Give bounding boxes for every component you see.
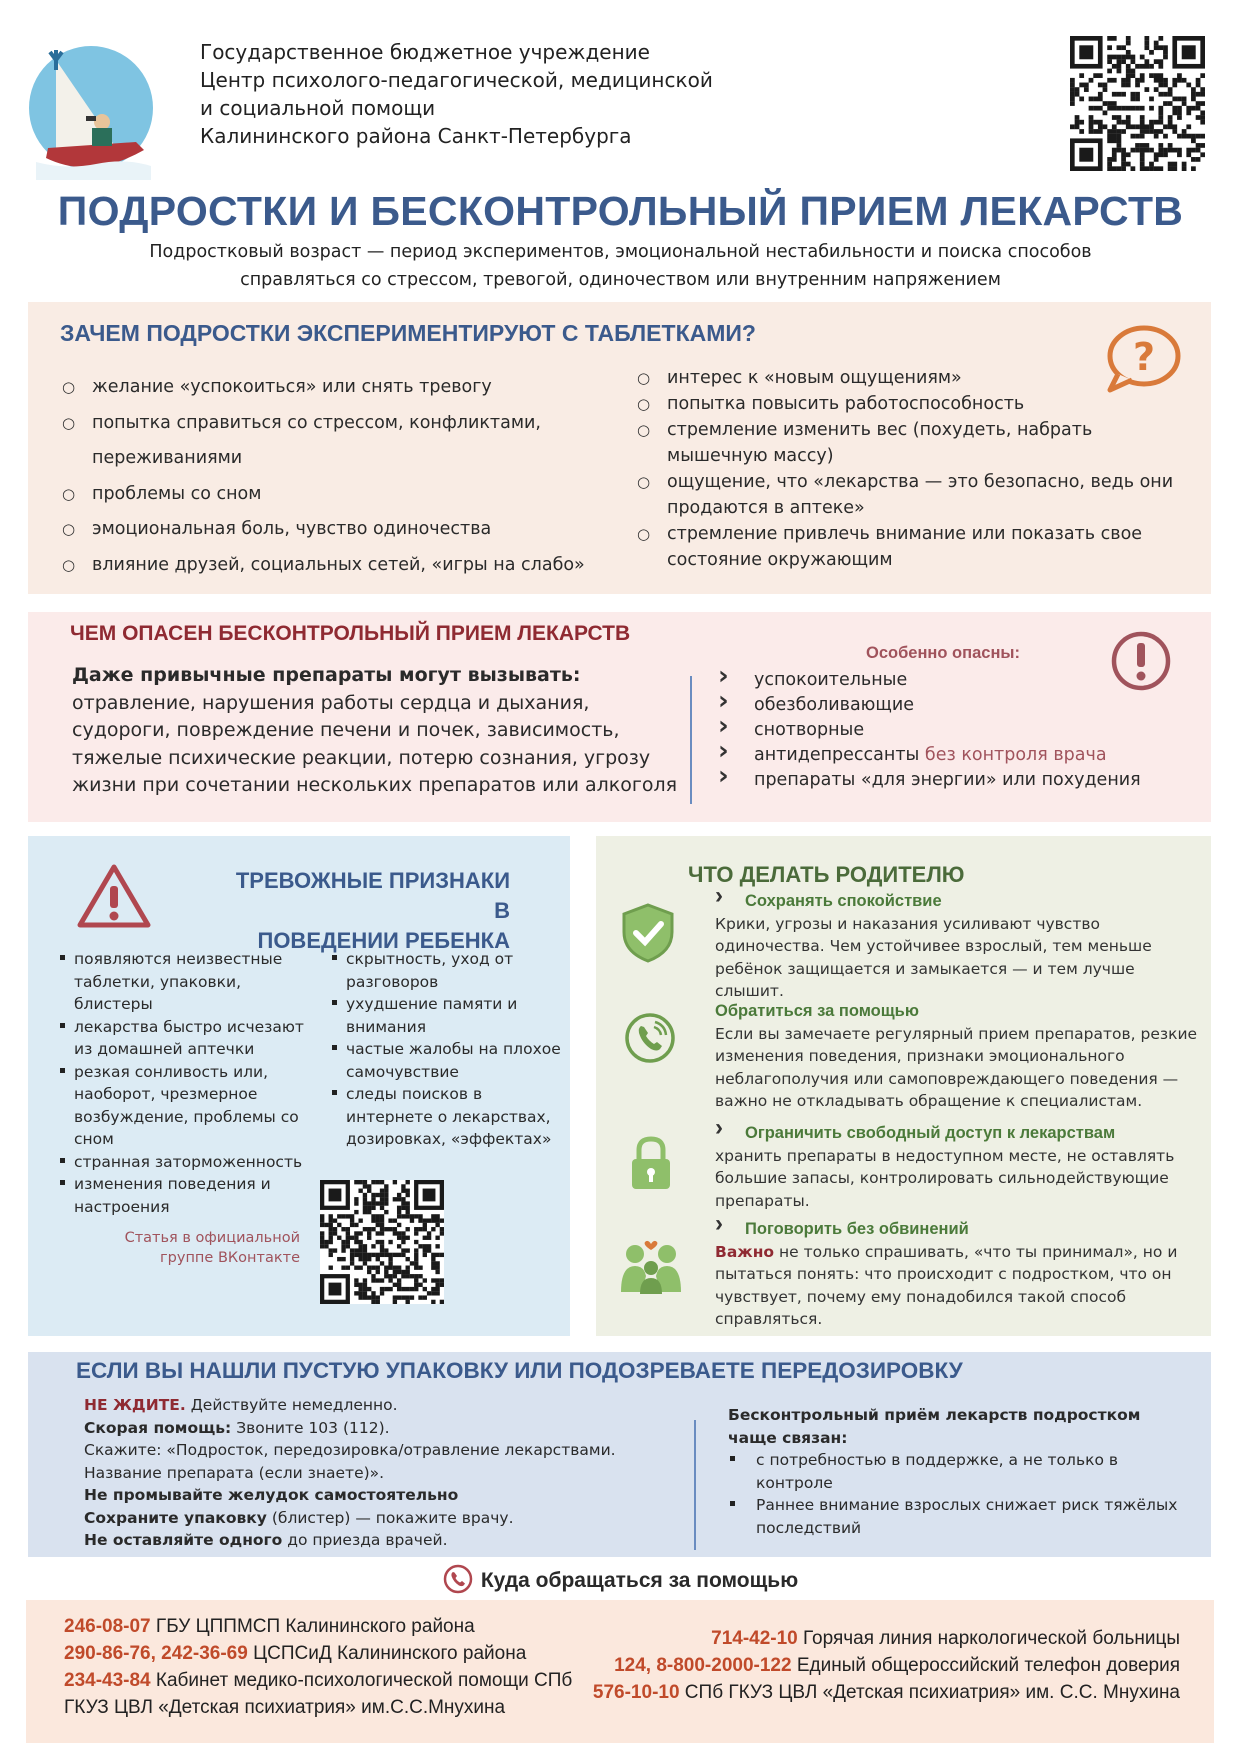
organization-name [200,38,713,150]
line-text: до приезда врачей. [282,1531,448,1549]
help-title [0,1564,1241,1594]
danger-title: ЧЕМ ОПАСЕН БЕСКОНТРОЛЬНЫЙ ПРИЕМ ЛЕКАРСТВ [70,622,631,645]
action-heading: › Ограничить свободный доступ к лекарствам [715,1122,1205,1145]
contact-text: Горячая линия наркологической больницы [797,1628,1180,1649]
phone-number[interactable]: 714-42-10 [711,1628,798,1649]
action-body: Крики, угрозы и наказания усиливают чувство одиночества. Чем устойчивее взрослый, тем меньше ребёнок защищается и замыкается — и тем лучше слышит. [715,914,1152,1000]
subtitle-line: справляться со стрессом, тревогой, одиночеством или внутренним напряжением [240,270,1001,290]
emphasis: Сохраните упаковку [84,1508,267,1527]
list-item: с потребностью в поддержке, а не только в контроле [728,1449,1178,1494]
action-heading: › Сохранять спокойствие [715,890,1205,913]
note-list [728,1449,1178,1539]
list-item: ухудшение памяти и внимания [332,993,562,1038]
emphasis: НЕ ЖДИТЕ. [84,1396,186,1414]
special-list [718,668,1208,793]
phone-number[interactable]: 124, 8-800-2000-122 [614,1655,792,1676]
divider [690,676,692,804]
list-item: ○ эмоциональная боль, чувство одиночества [62,512,622,548]
contact-text: Кабинет медико-психологической помощи СПб [150,1670,573,1691]
list-item: странная заторможенность [60,1151,315,1174]
vk-qr-code[interactable] [320,1180,444,1304]
family-icon [618,1238,684,1296]
caption-line: группе ВКонтакте [160,1250,300,1266]
list-item: ○ попытка справиться со стрессом, конфликтами, переживаниями [62,406,622,477]
signs-title [230,866,510,956]
list-item: › препараты «для энергии» или похудения [718,768,1208,793]
list-item: Раннее внимание взрослых снижает риск тяжёлых последствий [728,1494,1178,1539]
why-list-left [62,370,622,583]
list-item: › снотворные [718,718,1208,743]
org-line: Калининского района Санкт-Петербурга [200,124,632,148]
list-item: ○ ощущение, что «лекарства — это безопасно, ведь они продаются в аптеке» [637,469,1197,521]
page-title: ПОДРОСТКИ И БЕСКОНТРОЛЬНЫЙ ПРИЕМ ЛЕКАРСТВ [57,188,1184,234]
svg-text:?: ? [1132,335,1156,379]
org-line: и социальной помощи [200,96,436,120]
qr-code[interactable] [1070,36,1205,171]
warning-icon [76,862,152,930]
action-calm [715,890,1205,1003]
action-body-text: не только спрашивать, «что ты принимал», но и пытаться понять: что происходит с подростком, что он чувствует, почему ему понадобился такой способ справляться. [715,1242,1178,1328]
emergency-line [84,1417,704,1440]
danger-text [72,662,692,800]
list-item: лекарства быстро исчезают из домашней аптечки [60,1016,315,1061]
subtitle-line: Подростковый возраст — период экспериментов, эмоциональной нестабильности и поиска способов [149,242,1092,262]
list-item: изменения поведения и настроения [60,1173,315,1218]
contact-line [580,1625,1180,1652]
action-heading: › Поговорить без обвинений [715,1218,1205,1241]
danger-lead: Даже привычные препараты могут вызывать: [72,664,581,686]
org-line: Центр психолого-педагогической, медицинской [200,68,713,92]
action-heading: Обратиться за помощью [715,1002,919,1020]
list-item: ○ желание «успокоиться» или снять тревогу [62,370,622,406]
list-item: › обезболивающие [718,693,1208,718]
phone-number[interactable]: 576-10-10 [592,1682,680,1703]
list-item: ○ стремление привлечь внимание или показать свое состояние окружающим [637,521,1197,573]
emphasis: Скорая помощь: [84,1418,232,1437]
contact-line [64,1640,624,1667]
emergency-steps [84,1394,704,1552]
contacts-left [64,1613,624,1721]
signs-list-left [60,948,315,1218]
action-body: Если вы замечаете регулярный прием препаратов, резкие изменения поведения, признаки эмоционального неблагополучия или самоповреждающего поведения — важно не откладывать обращение к специалистам. [715,1024,1198,1110]
note-heading: Бесконтрольный приём лекарств подростком чаще связан: [728,1406,1141,1447]
list-item: ○ стремление изменить вес (похудеть, набрать мышечную массу) [637,417,1197,469]
list-item: ○ интерес к «новым ощущениям» [637,365,1197,391]
center-logo [26,30,156,180]
list-item: ○ проблемы со сном [62,477,622,513]
line-text: (блистер) — покажите врачу. [266,1508,514,1527]
contacts-right [580,1625,1180,1706]
page-subtitle [0,238,1241,294]
action-body-lead: Важно [715,1242,775,1261]
emergency-line [84,1484,704,1507]
list-item: частые жалобы на плохое самочувствие [332,1038,562,1083]
org-line: Государственное бюджетное учреждение [200,40,650,64]
why-title: ЗАЧЕМ ПОДРОСТКИ ЭКСПЕРИМЕНТИРУЮТ С ТАБЛЕТКАМИ? [60,320,756,346]
action-restrict-access [715,1122,1205,1212]
list-item: следы поисков в интернете о лекарствах, дозировках, «эффектах» [332,1083,562,1151]
phone-icon [624,1012,676,1064]
emergency-line [84,1507,704,1530]
contact-text: ГКУЗ ЦВЛ «Детская психиатрия» им.С.С.Мнухина [64,1697,506,1718]
contact-text: ЦСПСиД Калининского района [247,1643,527,1664]
contact-line [580,1652,1180,1679]
list-item: › успокоительные [718,668,1208,693]
divider [694,1420,696,1550]
action-talk [715,1218,1205,1331]
parents-title: ЧТО ДЕЛАТЬ РОДИТЕЛЮ [688,862,965,887]
list-item: ○ попытка повысить работоспособность [637,391,1197,417]
emphasis: Не промывайте желудок самостоятельно [84,1486,459,1504]
contact-text: ГБУ ЦППМСП Калининского района [150,1616,475,1637]
emergency-line [84,1529,704,1552]
caption-line: Статья в официальной [124,1230,300,1246]
item-text: антидепрессанты [754,745,920,765]
list-item: резкая сонливость или, наоборот, чрезмерное возбуждение, проблемы со сном [60,1061,315,1151]
contact-text: Единый общероссийский телефон доверия [791,1655,1180,1676]
emergency-line: Скажите: «Подросток, передозировка/отравление лекарствами. [84,1441,616,1459]
line-text: Звоните 103 (112). [231,1418,390,1437]
contact-line [64,1613,624,1640]
emergency-line [84,1394,704,1417]
line-text: Действуйте немедленно. [185,1396,398,1414]
contact-text: СПб ГКУЗ ЦВЛ «Детская психиатрия» им. С.С. Мнухина [679,1682,1180,1703]
emergency-title: ЕСЛИ ВЫ НАШЛИ ПУСТУЮ УПАКОВКУ ИЛИ ПОДОЗРЕВАЕТЕ ПЕРЕДОЗИРОВКУ [76,1358,963,1383]
phone-number[interactable]: 246-08-07 [64,1616,151,1637]
item-note: без контроля врача [919,745,1107,765]
phone-icon [443,1564,473,1594]
list-item: ○ влияние друзей, социальных сетей, «игры на слабо» [62,548,622,584]
emergency-line: Название препарата (если знаете)». [84,1463,385,1482]
emphasis: Не оставляйте одного [84,1531,283,1549]
why-list-right [637,365,1197,573]
shield-check-icon [620,902,676,964]
qr-caption [120,1228,300,1268]
lock-icon [628,1134,674,1192]
emergency-note [728,1404,1178,1539]
contact-line [64,1694,624,1721]
list-item: появляются неизвестные таблетки, упаковки, блистеры [60,948,315,1016]
title-line: ПОВЕДЕНИИ РЕБЕНКА [257,928,510,953]
phone-number[interactable]: 290-86-76, 242-36-69 [64,1643,248,1664]
help-title-text: Куда обращаться за помощью [480,1569,799,1592]
title-line: ТРЕВОЖНЫЕ ПРИЗНАКИ В [235,868,510,923]
contact-line [580,1679,1180,1706]
action-seek-help [715,1000,1205,1113]
action-body: хранить препараты в недоступном месте, не оставлять большие запасы, контролировать сильнодействующие препараты. [715,1146,1175,1210]
list-item [718,743,1208,768]
action-body [715,1241,1205,1331]
list-item: скрытность, уход от разговоров [332,948,562,993]
special-label: Особенно опасны: [866,644,1021,662]
contact-line [64,1667,624,1694]
phone-number[interactable]: 234-43-84 [64,1670,151,1691]
signs-list-right [332,948,562,1151]
danger-body: отравление, нарушения работы сердца и дыхания, судороги, повреждение печени и почек, зависимость, тяжелые психические реакции, потерю сознания, угрозу жизни при сочетании нескольких препаратов или алкоголя [72,691,678,796]
